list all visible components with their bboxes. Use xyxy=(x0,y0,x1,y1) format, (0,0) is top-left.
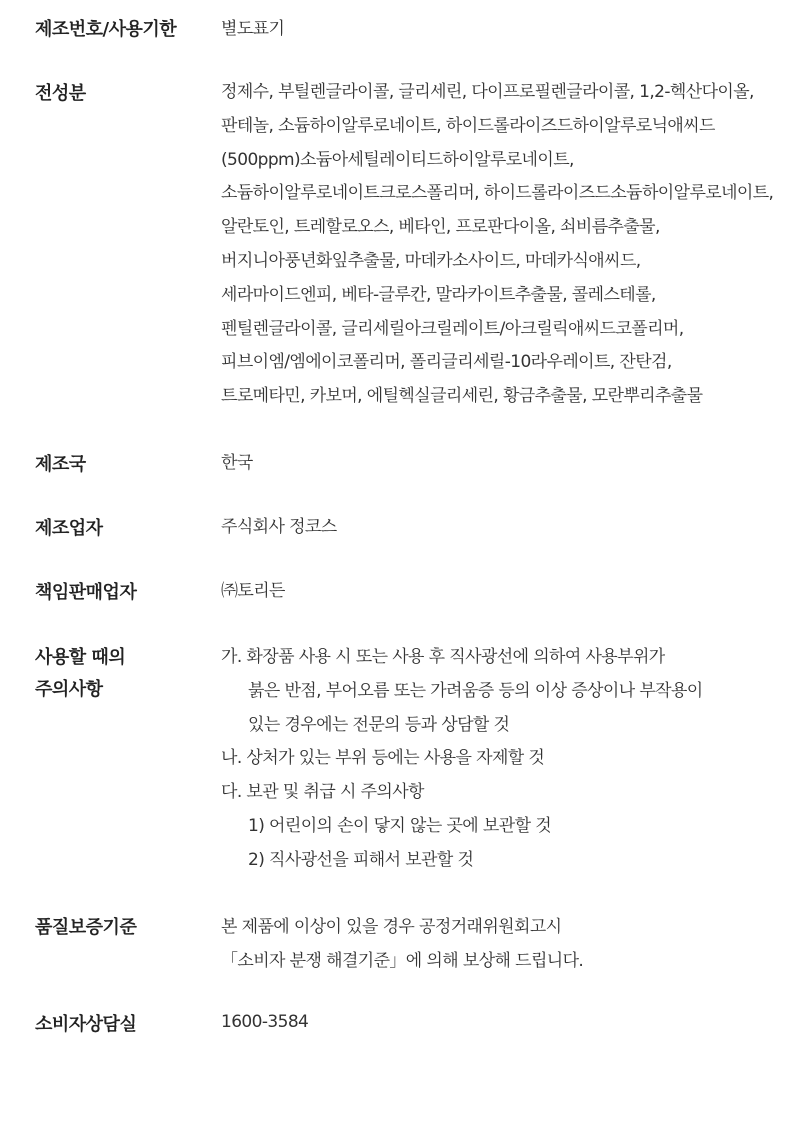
label-ingredients: 전성분 xyxy=(35,83,86,104)
value-seller: ㈜토리든 xyxy=(221,581,285,601)
label-caution xyxy=(35,642,125,706)
label-quality: 품질보증기준 xyxy=(35,917,137,938)
label-mfg-expiry: 제조번호/사용기한 xyxy=(35,19,177,40)
quality-text xyxy=(221,911,583,979)
caution-list xyxy=(221,641,703,878)
value-manufacturer: 주식회사 정코스 xyxy=(221,517,337,537)
ingredient-line: 정제수, 부틸렌글라이콜, 글리세린, 다이프로필렌글라이콜, 1,2-헥산다이올, xyxy=(221,82,754,102)
quality-line: 본 제품에 이상이 있을 경우 공정거래위원회고시 xyxy=(221,917,562,937)
ingredient-line: 세라마이드엔피, 베타-글루칸, 말라카이트추출물, 콜레스테롤, xyxy=(221,284,656,305)
value-mfg-expiry: 별도표기 xyxy=(221,19,285,39)
label-seller: 책임판매업자 xyxy=(35,582,137,603)
caution-item-na: 나. 상처가 있는 부위 등에는 사용을 자제할 것 xyxy=(221,748,545,769)
caution-item-ga-cont: 있는 경우에는 전문의 등과 상담할 것 xyxy=(248,714,510,735)
ingredient-line: 트로메타민, 카보머, 에틸헥실글리세린, 황금추출물, 모란뿌리추출물 xyxy=(221,386,703,407)
ingredient-line: 피브이엠/엠에이코폴리머, 폴리글리세릴-10라우레이트, 잔탄검, xyxy=(221,352,672,373)
quality-line: 「소비자 분쟁 해결기준」에 의해 보상해 드립니다. xyxy=(221,950,584,971)
value-consumer-phone: 1600-3584 xyxy=(221,1012,309,1032)
ingredient-line: 판테놀, 소듐하이알루로네이트, 하이드롤라이즈드하이알루로닉애씨드 xyxy=(221,115,715,136)
label-consumer-center: 소비자상담실 xyxy=(35,1014,137,1035)
ingredient-line: 버지니아풍년화잎추출물, 마데카소사이드, 마데카식애씨드, xyxy=(221,250,641,271)
ingredient-line: 펜틸렌글라이콜, 글리세릴아크릴레이트/아크릴릭애씨드코폴리머, xyxy=(221,318,684,339)
caution-item-ga-cont: 붉은 반점, 부어오름 또는 가려움증 등의 이상 증상이나 부작용이 xyxy=(248,680,703,701)
caution-item-ga: 가. 화장품 사용 시 또는 사용 후 직사광선에 의하여 사용부위가 xyxy=(221,647,665,667)
label-country: 제조국 xyxy=(35,454,86,475)
ingredients-list xyxy=(221,76,773,414)
label-manufacturer: 제조업자 xyxy=(35,518,103,539)
caution-subitem-2: 2) 직사광선을 피해서 보관할 것 xyxy=(248,849,474,870)
ingredient-line: 소듐하이알루로네이트크로스폴리머, 하이드롤라이즈드소듐하이알루로네이트, xyxy=(221,183,774,204)
caution-subitem-1: 1) 어린이의 손이 닿지 않는 곳에 보관할 것 xyxy=(248,815,552,836)
value-country: 한국 xyxy=(221,453,253,473)
ingredient-line: (500ppm)소듐아세틸레이티드하이알루로네이트, xyxy=(221,149,574,170)
label-caution-line2: 주의사항 xyxy=(35,679,103,700)
ingredient-line: 알란토인, 트레할로오스, 베타인, 프로판다이올, 쇠비름추출물, xyxy=(221,217,660,238)
label-caution-line1: 사용할 때의 xyxy=(35,647,126,668)
caution-item-da: 다. 보관 및 취급 시 주의사항 xyxy=(221,782,424,803)
